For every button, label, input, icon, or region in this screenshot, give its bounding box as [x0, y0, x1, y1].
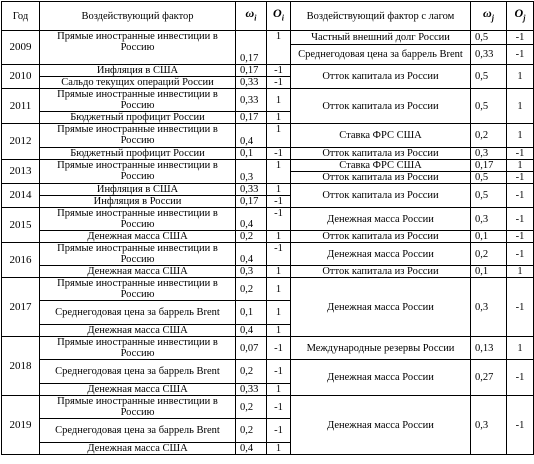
omega-j-cell: 0,27: [471, 360, 507, 396]
factor-cell: Прямые иностранные инвестиции в Россию: [40, 160, 236, 184]
year-cell: 2017: [2, 278, 40, 337]
table-row: [2, 31, 534, 45]
omega-i-cell: 0,33: [236, 77, 267, 89]
o-i-cell: 1: [267, 384, 291, 396]
factor-cell: Денежная масса США: [40, 443, 236, 455]
factor-cell: Сальдо текущих операций России: [40, 77, 236, 89]
omega-j-cell: 0,1: [471, 266, 507, 278]
factor-cell: Прямые иностранные инвестиции в Россию: [40, 396, 236, 419]
o-j-cell: 1: [507, 160, 534, 172]
omega-j-cell: 0,5: [471, 89, 507, 124]
factor-cell: Среднегодовая цена за баррель Brent: [40, 301, 236, 325]
factor-cell: Инфляция в США: [40, 65, 236, 77]
omega-i-cell: 0,2: [236, 278, 267, 301]
omega-i-cell: 0,4: [236, 124, 267, 148]
lag-factor-cell: Денежная масса России: [291, 208, 471, 231]
o-j-cell: 1: [507, 89, 534, 124]
omega-j-cell: 0,5: [471, 184, 507, 208]
table-row: [2, 266, 534, 278]
omega-i-cell: 0,4: [236, 243, 267, 266]
omega-i-cell: 0,17: [236, 31, 267, 65]
o-i-cell: -1: [267, 419, 291, 443]
o-i-cell: -1: [267, 337, 291, 360]
omega-i-cell: 0,4: [236, 443, 267, 455]
omega-i-cell: 0,3: [236, 160, 267, 184]
o-i-cell: -1: [267, 77, 291, 89]
lag-factor-cell: Отток капитала из России: [291, 266, 471, 278]
factor-cell: Бюджетный профицит России: [40, 148, 236, 160]
o-i-cell: -1: [267, 396, 291, 419]
o-i-cell: 1: [267, 278, 291, 301]
omega-j-cell: 0,17: [471, 160, 507, 172]
omega-j-cell: 0,13: [471, 337, 507, 360]
lag-factor-cell: Отток капитала из России: [291, 231, 471, 243]
omega-i-cell: 0,07: [236, 337, 267, 360]
o-i-cell: 1: [267, 301, 291, 325]
table-row: [2, 208, 534, 220]
factor-cell: Прямые иностранные инвестиции в Россию: [40, 278, 236, 301]
lag-factor-cell: Отток капитала из России: [291, 89, 471, 124]
omega-j-cell: 0,3: [471, 278, 507, 337]
o-i-cell: 1: [267, 124, 291, 148]
omega-i-cell: 0,3: [236, 266, 267, 278]
year-cell: 2011: [2, 89, 40, 124]
header-omega-j: $\omega_j$: [471, 2, 507, 31]
factor-cell: Прямые иностранные инвестиции в Россию: [40, 31, 236, 65]
header-o-i: $O_i$: [267, 2, 291, 31]
o-i-cell: -1: [267, 208, 291, 231]
o-i-cell: 1: [267, 31, 291, 65]
o-i-cell: 1: [267, 160, 291, 184]
o-j-cell: -1: [507, 45, 534, 65]
factor-cell: Среднегодовая цена за баррель Brent: [40, 419, 236, 443]
o-i-cell: 1: [267, 231, 291, 243]
factor-cell: Денежная масса США: [40, 325, 236, 337]
table-row: [2, 89, 534, 112]
lag-factor-cell: Отток капитала из России: [291, 148, 471, 160]
o-i-cell: 1: [267, 325, 291, 337]
o-j-cell: 1: [507, 337, 534, 360]
lag-factor-cell: Частный внешний долг России: [291, 31, 471, 45]
table-row: [2, 278, 534, 301]
lag-factor-cell: Денежная масса России: [291, 360, 471, 396]
factor-cell: Денежная масса США: [40, 231, 236, 243]
factor-cell: Денежная масса США: [40, 384, 236, 396]
omega-i-cell: 0,4: [236, 208, 267, 231]
o-j-cell: -1: [507, 208, 534, 231]
factor-cell: Прямые иностранные инвестиции в Россию: [40, 124, 236, 148]
lag-factor-cell: Отток капитала из России: [291, 65, 471, 89]
factor-cell: Прямые иностранные инвестиции в Россию: [40, 243, 236, 266]
factor-cell: Денежная масса США: [40, 266, 236, 278]
header-factor: Воздействующий фактор: [40, 2, 236, 31]
o-j-cell: -1: [507, 360, 534, 396]
o-j-cell: 1: [507, 266, 534, 278]
table-row: [2, 160, 534, 172]
o-j-cell: -1: [507, 278, 534, 337]
o-i-cell: -1: [267, 196, 291, 208]
year-cell: 2018: [2, 337, 40, 396]
table-row: [2, 396, 534, 419]
o-i-cell: -1: [267, 148, 291, 160]
factor-cell: Прямые иностранные инвестиции в Россию: [40, 337, 236, 360]
omega-j-cell: 0,5: [471, 65, 507, 89]
omega-j-cell: 0,5: [471, 31, 507, 45]
omega-j-cell: 0,2: [471, 124, 507, 148]
o-i-cell: 1: [267, 184, 291, 196]
o-i-cell: -1: [267, 65, 291, 77]
omega-i-cell: 0,33: [236, 89, 267, 112]
o-j-cell: -1: [507, 31, 534, 45]
omega-i-cell: 0,1: [236, 148, 267, 160]
factor-cell: Прямые иностранные инвестиции в Россию: [40, 208, 236, 231]
omega-i-cell: 0,2: [236, 231, 267, 243]
o-i-cell: 1: [267, 266, 291, 278]
omega-j-cell: 0,33: [471, 45, 507, 65]
omega-i-cell: 0,4: [236, 325, 267, 337]
lag-factor-cell: Отток капитала из России: [291, 184, 471, 208]
o-i-cell: -1: [267, 360, 291, 384]
lag-factor-cell: Ставка ФРС США: [291, 160, 471, 172]
omega-i-cell: 0,33: [236, 384, 267, 396]
factor-cell: Прямые иностранные инвестиции в Россию: [40, 89, 236, 112]
factor-cell: Среднегодовая цена за баррель Brent: [40, 360, 236, 384]
table-row: [2, 148, 534, 160]
table-row: [2, 243, 534, 255]
omega-j-cell: 0,3: [471, 208, 507, 231]
header-row: [2, 2, 534, 31]
table-row: [2, 360, 534, 384]
omega-j-cell: 0,3: [471, 396, 507, 455]
year-cell: 2012: [2, 124, 40, 160]
year-cell: 2014: [2, 184, 40, 208]
factor-cell: Инфляция в России: [40, 196, 236, 208]
factor-table: [1, 1, 534, 455]
o-j-cell: -1: [507, 172, 534, 184]
header-omega-i: $\omega_i$: [236, 2, 267, 31]
table-row: [2, 337, 534, 360]
omega-i-cell: 0,2: [236, 419, 267, 443]
o-i-cell: 1: [267, 112, 291, 124]
omega-i-cell: 0,17: [236, 65, 267, 77]
table-row: [2, 65, 534, 77]
o-j-cell: 1: [507, 65, 534, 89]
omega-i-cell: 0,2: [236, 396, 267, 419]
lag-factor-cell: Среднегодовая цена за баррель Brent: [291, 45, 471, 65]
year-cell: 2015: [2, 208, 40, 243]
year-cell: 2013: [2, 160, 40, 184]
lag-factor-cell: Денежная масса России: [291, 278, 471, 337]
o-j-cell: -1: [507, 243, 534, 266]
header-o-j: $O_j$: [507, 2, 534, 31]
o-i-cell: 1: [267, 443, 291, 455]
o-j-cell: 1: [507, 124, 534, 148]
omega-i-cell: 0,33: [236, 184, 267, 196]
header-factor-lag: Воздействующий фактор с лагом: [291, 2, 471, 31]
o-j-cell: -1: [507, 184, 534, 208]
omega-j-cell: 0,1: [471, 231, 507, 243]
o-j-cell: -1: [507, 148, 534, 160]
omega-j-cell: 0,3: [471, 148, 507, 160]
lag-factor-cell: Ставка ФРС США: [291, 124, 471, 148]
year-cell: 2016: [2, 243, 40, 278]
o-j-cell: -1: [507, 396, 534, 455]
lag-factor-cell: Отток капитала из России: [291, 172, 471, 184]
omega-i-cell: 0,2: [236, 360, 267, 384]
year-cell: 2010: [2, 65, 40, 89]
table-row: [2, 184, 534, 196]
table-row: [2, 124, 534, 136]
omega-i-cell: 0,17: [236, 112, 267, 124]
year-cell: 2009: [2, 31, 40, 65]
header-year: Год: [2, 2, 40, 31]
o-i-cell: 1: [267, 89, 291, 112]
omega-j-cell: 0,2: [471, 243, 507, 266]
lag-factor-cell: Международные резервы России: [291, 337, 471, 360]
o-i-cell: -1: [267, 243, 291, 266]
lag-factor-cell: Денежная масса России: [291, 243, 471, 266]
factor-cell: Инфляция в США: [40, 184, 236, 196]
omega-i-cell: 0,1: [236, 301, 267, 325]
o-j-cell: -1: [507, 231, 534, 243]
omega-j-cell: 0,5: [471, 172, 507, 184]
factor-cell: Бюджетный профицит России: [40, 112, 236, 124]
table-body: [2, 31, 534, 455]
year-cell: 2019: [2, 396, 40, 455]
table-row: [2, 231, 534, 243]
lag-factor-cell: Денежная масса России: [291, 396, 471, 455]
omega-i-cell: 0,17: [236, 196, 267, 208]
